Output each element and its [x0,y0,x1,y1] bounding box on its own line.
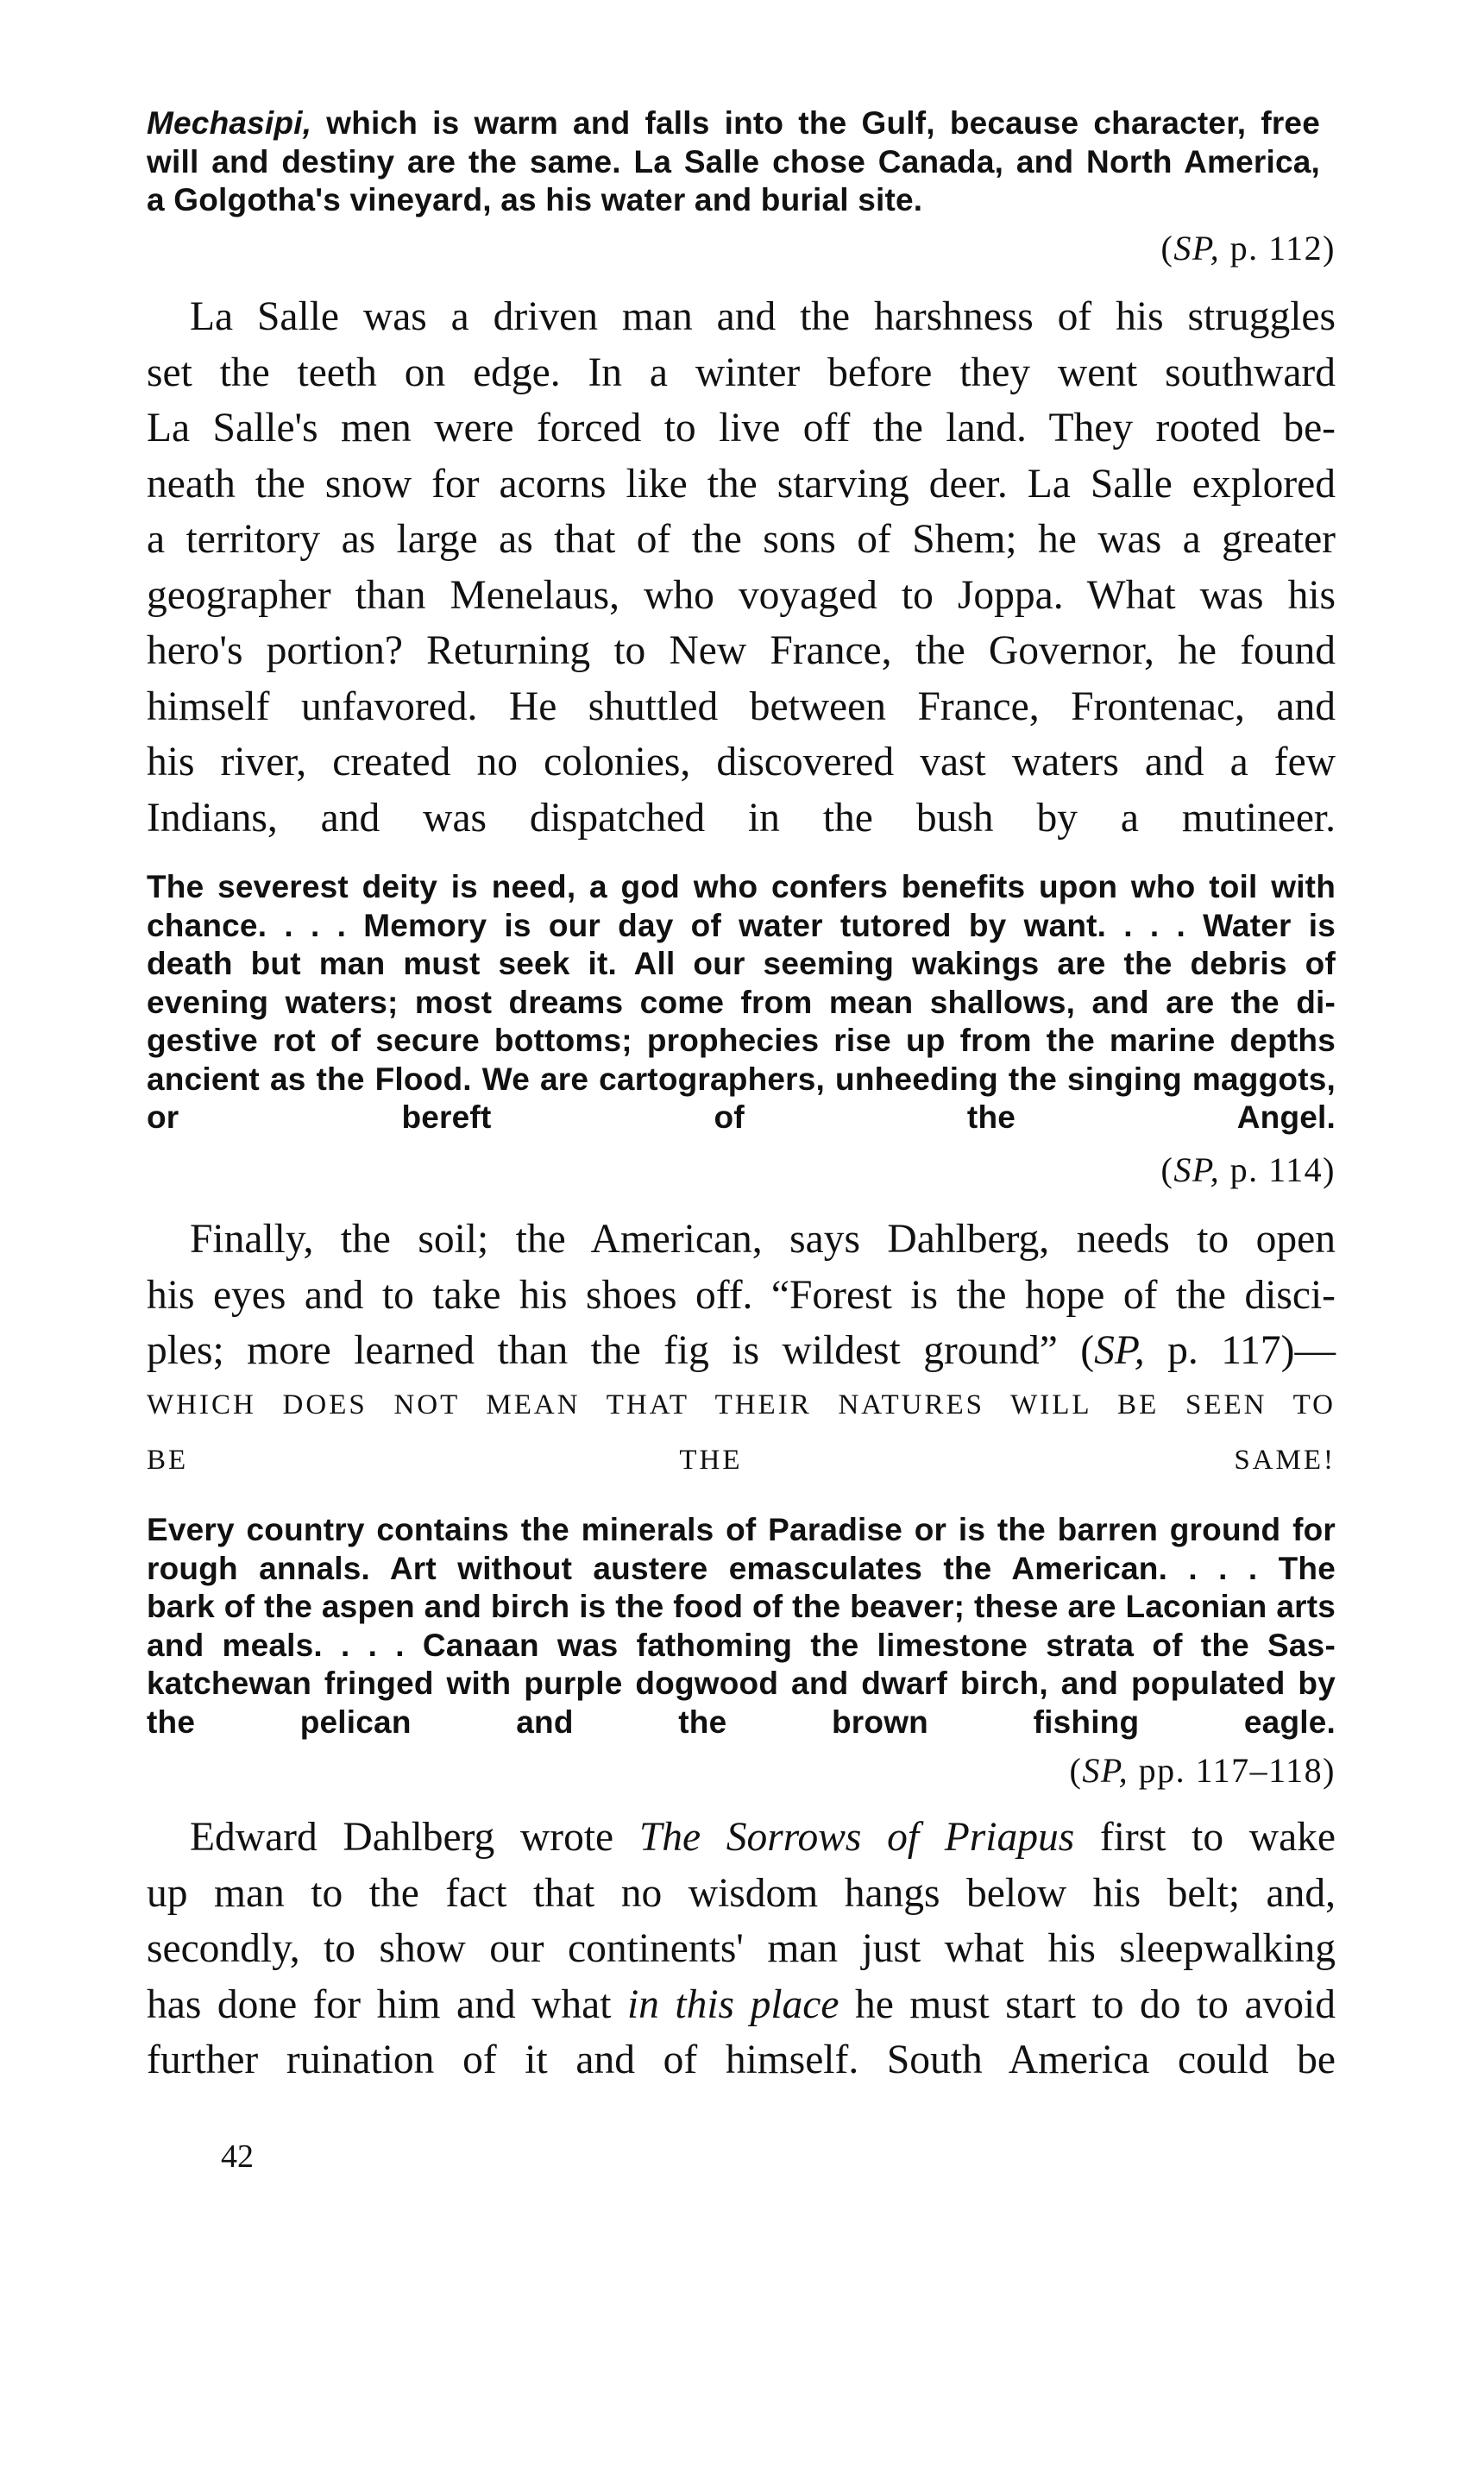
paragraph-line: up man to the fact that no wisdom hangs below his belt; and, [147,1870,1336,1916]
quote-line: The severest deity is need, a god who confers benefits upon who toil with [147,869,1336,904]
paragraph-3 [147,1810,1336,2088]
quote-line: will and destiny are the same. La Salle chose Canada, and North America, [147,143,1320,180]
quote-line: ancient as the Flood. We are cartographers, unheeding the singing maggots, [147,1061,1336,1097]
quote-line: chance. . . . Memory is our day of water tutored by want. . . . Water is [147,907,1336,943]
quote-italic-word: Mechasipi, [147,105,312,141]
paragraph-line: himself unfavored. He shuttled between France, Frontenac, and [147,683,1336,729]
paragraph-line: his eyes and to take his shoes off. “Forest is the hope of the disci- [147,1272,1336,1318]
paragraph-1 [147,289,1336,846]
paragraph-line: has done for him and what in this place he must start to do to avoid [147,1981,1336,2027]
quote-line: and meals. . . . Canaan was fathoming the limestone strata of the Sas- [147,1627,1336,1663]
quote-line: death but man must seek it. All our seeming wakings are the debris of [147,946,1336,981]
quote-line: the pelican and the brown fishing eagle. [147,1704,1336,1740]
block-quote-3 [147,1511,1336,1742]
quote-line: rough annals. Art without austere emasculates the American. . . . The [147,1550,1336,1586]
quote-line: Mechasipi, which is warm and falls into the Gulf, because character, free [147,105,1320,141]
citation-1: (SP, p. 112) [1160,229,1336,268]
paragraph-line: ples; more learned than the fig is wildest ground” (SP, p. 117)— [147,1328,1336,1373]
paragraph-line: Finally, the soil; the American, says Dahlberg, needs to open [190,1217,1336,1262]
quote-line: katchewan fringed with purple dogwood and dwarf birch, and populated by [147,1666,1336,1701]
citation-2: (SP, p. 114) [1160,1150,1336,1189]
quote-line: a Golgotha's vineyard, as his water and burial site. [147,182,923,217]
citation-3: (SP, pp. 117–118) [1069,1751,1336,1790]
paragraph-line: La Salle was a driven man and the harshness of his struggles [190,294,1336,339]
paragraph-line: hero's portion? Returning to New France, the Governor, he found [147,628,1336,673]
paragraph-line: set the teeth on edge. In a winter before they went southward [147,350,1336,395]
caps-line: BE THE SAME! [147,1445,1336,1476]
caps-line: WHICH DOES NOT MEAN THAT THEIR NATURES WILL BE SEEN TO [147,1389,1336,1420]
paragraph-line: La Salle's men were forced to live off the land. They rooted be- [147,406,1336,450]
quote-line: evening waters; most dreams come from mean shallows, and are the di- [147,984,1336,1020]
paragraph-line: geographer than Menelaus, who voyaged to Joppa. What was his [147,572,1336,618]
page-number: 42 [221,2138,254,2175]
block-quote-1 [147,104,1320,220]
quote-line: Every country contains the minerals of Paradise or is the barren ground for [147,1512,1336,1547]
small-caps-passage [147,1377,1336,1488]
quote-line: bark of the aspen and birch is the food of the beaver; these are Laconian arts [147,1589,1336,1624]
paragraph-line: a territory as large as that of the sons of Shem; he was a greater [147,517,1336,562]
paragraph-line: Edward Dahlberg wrote The Sorrows of Priapus first to wake [190,1815,1336,1860]
paragraph-line: Indians, and was dispatched in the bush by a mutineer. [147,795,1336,841]
paragraph-line: further ruination of it and of himself. South America could be [147,2038,1336,2082]
paragraph-line: neath the snow for acorns like the starving deer. La Salle explored [147,461,1336,507]
quote-line: or bereft of the Angel. [147,1099,1336,1135]
paragraph-2 [147,1212,1336,1379]
quote-line: gestive rot of secure bottoms; prophecies rise up from the marine depths [147,1023,1336,1058]
paragraph-line: his river, created no colonies, discovered vast waters and a few [147,740,1336,784]
paragraph-line: secondly, to show our continents' man just what his sleepwalking [147,1926,1336,1971]
block-quote-2 [147,868,1336,1137]
